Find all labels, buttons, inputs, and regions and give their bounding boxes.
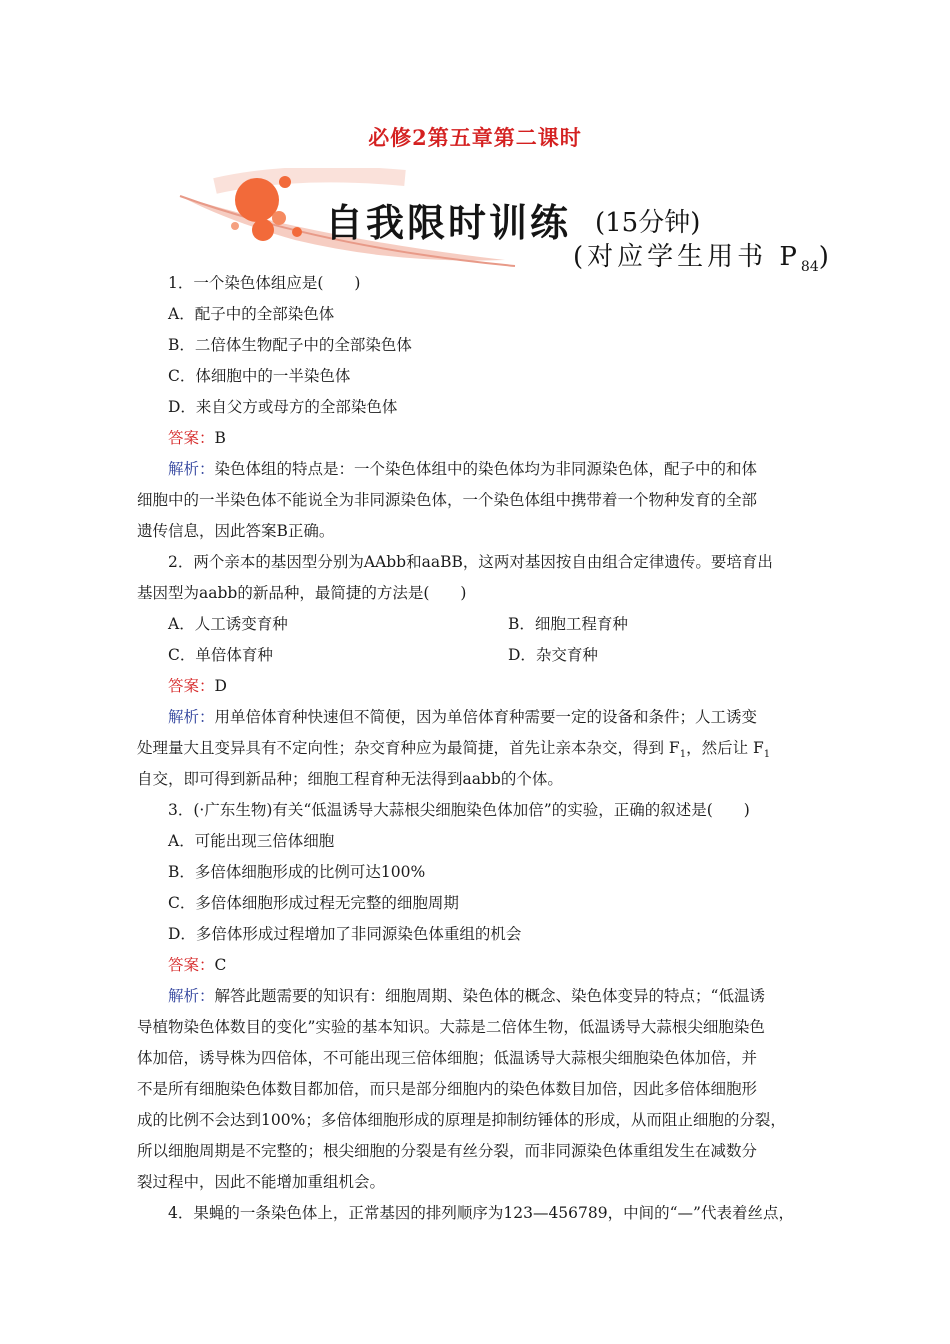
question-1-answer bbox=[137, 423, 822, 454]
question-2-options-row-1 bbox=[137, 609, 822, 640]
question-1-option-a: A．配子中的全部染色体 bbox=[168, 305, 335, 323]
banner-heading: 自我限时训练 bbox=[325, 201, 572, 245]
question-3-stem: 3．(·广东生物)有关“低温诱导大蒜根尖细胞染色体加倍”的实验，正确的叙述是( ) bbox=[168, 801, 750, 819]
explanation-line: 导植物染色体数目的变化”实验的基本知识。大蒜是二倍体生物，低温诱导大蒜根尖细胞染色 bbox=[137, 1018, 765, 1036]
explanation-text: ，然后让 F bbox=[686, 739, 764, 757]
banner-reference-suffix: ) bbox=[818, 242, 833, 272]
question-2-stem-cont: 基因型为aabb的新品种，最简捷的方法是( ) bbox=[137, 584, 467, 602]
answer-label: 答案： bbox=[168, 677, 215, 695]
banner-circle-mini bbox=[272, 211, 286, 225]
question-1-stem: 1．一个染色体组应是( ) bbox=[168, 274, 361, 292]
explanation-label: 解析： bbox=[168, 460, 215, 478]
explanation-text: 处理量大且变异具有不定向性；杂交育种应为最简捷，首先让亲本杂交，得到 F bbox=[137, 739, 680, 757]
explanation-line: 体加倍，诱导株为四倍体，不可能出现三倍体细胞；低温诱导大蒜根尖细胞染色体加倍，并 bbox=[137, 1049, 758, 1067]
question-2-option-d: D．杂交育种 bbox=[508, 646, 598, 664]
banner-reference-page: 84 bbox=[800, 259, 819, 276]
explanation-label: 解析： bbox=[168, 987, 215, 1005]
explanation-line: 细胞中的一半染色体不能说全为非同源染色体，一个染色体组中携带着一个物种发育的全部 bbox=[137, 491, 758, 509]
question-3-option-b: B．多倍体细胞形成的比例可达100% bbox=[168, 863, 426, 881]
subscript: 1 bbox=[763, 749, 771, 761]
explanation-text: 染色体组的特点是：一个染色体组中的染色体均为非同源染色体，配子中的和体 bbox=[214, 460, 758, 478]
subscript: 1 bbox=[679, 749, 687, 761]
question-content bbox=[137, 268, 822, 1229]
question-2-stem: 2．两个亲本的基因型分别为AAbb和aaBB，这两对基因按自由组合定律遗传。要培育出 bbox=[168, 553, 773, 571]
section-banner bbox=[175, 168, 835, 276]
explanation-label: 解析： bbox=[168, 708, 215, 726]
explanation-line: 遗传信息，因此答案B正确。 bbox=[137, 522, 335, 540]
question-4-stem: 4．果蝇的一条染色体上，正常基因的排列顺序为123—456789，中间的“—”代表着丝点， bbox=[168, 1204, 794, 1222]
question-1-option-d: D．来自父方或母方的全部染色体 bbox=[168, 398, 398, 416]
question-2-option-b: B．细胞工程育种 bbox=[508, 615, 628, 633]
question-2-option-c: C．单倍体育种 bbox=[168, 646, 273, 664]
explanation-line: 裂过程中，因此不能增加重组机会。 bbox=[137, 1173, 386, 1191]
explanation-line: 自交，即可得到新品种；细胞工程育种无法得到aabb的个体。 bbox=[137, 770, 563, 788]
banner-circle-large bbox=[235, 178, 279, 222]
question-3-option-d: D．多倍体形成过程增加了非同源染色体重组的机会 bbox=[168, 925, 522, 943]
answer-label: 答案： bbox=[168, 429, 215, 447]
question-1-option-b: B．二倍体生物配子中的全部染色体 bbox=[168, 336, 412, 354]
question-2-explanation bbox=[137, 702, 822, 733]
banner-circle-small bbox=[279, 176, 291, 188]
explanation-line: 所以细胞周期是不完整的；根尖细胞的分裂是有丝分裂，而非同源染色体重组发生在减数分 bbox=[137, 1142, 758, 1160]
question-3-explanation bbox=[137, 981, 822, 1012]
question-1-option-c: C．体细胞中的一半染色体 bbox=[168, 367, 351, 385]
question-2-option-a: A．人工诱变育种 bbox=[168, 615, 288, 633]
answer-value: B bbox=[214, 429, 226, 447]
banner-circle-dot bbox=[292, 227, 302, 237]
explanation-text: 解答此题需要的知识有：细胞周期、染色体的概念、染色体变异的特点；“低温诱 bbox=[214, 987, 765, 1005]
explanation-line: 成的比例不会达到100%；多倍体细胞形成的原理是抑制纺锤体的形成，从而阻止细胞的分裂， bbox=[137, 1111, 786, 1129]
question-3-option-a: A．可能出现三倍体细胞 bbox=[168, 832, 335, 850]
explanation-line: 不是所有细胞染色体数目都加倍，而只是部分细胞内的染色体数目加倍，因此多倍体细胞形 bbox=[137, 1080, 758, 1098]
banner-reference-prefix: (对应学生用书 P bbox=[573, 242, 801, 272]
question-2-answer bbox=[137, 671, 822, 702]
question-3-option-c: C．多倍体细胞形成过程无完整的细胞周期 bbox=[168, 894, 459, 912]
question-2-options-row-2 bbox=[137, 640, 822, 671]
explanation-line bbox=[137, 733, 822, 764]
banner-circle-medium bbox=[252, 219, 274, 241]
answer-value: D bbox=[214, 677, 227, 695]
question-1-explanation bbox=[137, 454, 822, 485]
page-title: 必修2第五章第二课时 bbox=[368, 125, 582, 150]
explanation-text: 用单倍体育种快速但不简便，因为单倍体育种需要一定的设备和条件；人工诱变 bbox=[214, 708, 758, 726]
answer-label: 答案： bbox=[168, 956, 215, 974]
answer-value: C bbox=[214, 956, 227, 974]
banner-duration: (15分钟) bbox=[595, 208, 701, 238]
question-3-answer bbox=[137, 950, 822, 981]
